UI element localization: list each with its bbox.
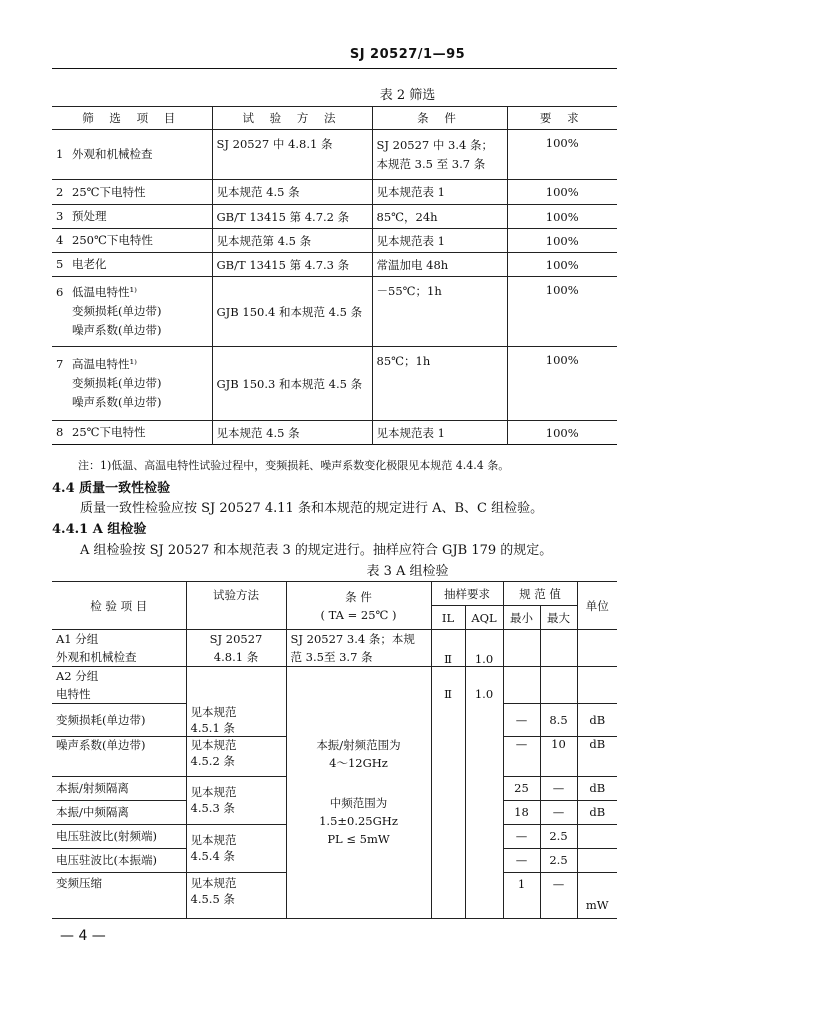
test-method: 见本规范第 4.5 条: [212, 229, 372, 253]
col-header-unit: 单位: [577, 582, 617, 630]
sub-item: 变频损耗(单边带): [72, 304, 162, 318]
item-name: 变频压缩: [52, 872, 186, 918]
test-method: GJB 150.4 和本规范 4.5 条: [212, 277, 372, 347]
min-value: —: [503, 824, 540, 848]
item-name: 电老化: [72, 257, 107, 271]
condition: 见本规范表 1: [372, 229, 507, 253]
requirement: 100%: [507, 253, 617, 277]
requirement: 100%: [507, 277, 617, 347]
table-row: [52, 277, 617, 347]
min-value: —: [503, 848, 540, 872]
test-method: 4.5.4 条: [190, 849, 235, 863]
condition: 常温加电 48h: [372, 253, 507, 277]
test-method: 见本规范: [190, 704, 237, 719]
item-name: 外观和机械检查: [72, 147, 153, 161]
sub-item: 变频损耗(单边带): [72, 376, 162, 390]
test-method: 见本规范 4.5 条: [212, 421, 372, 445]
section-4-4-text: 质量一致性检验应按 SJ 20527 4.11 条和本规范的规定进行 A、B、C 组检验。: [80, 501, 544, 516]
group-name: A1 分组: [56, 632, 99, 646]
col-header-aql: AQL: [465, 606, 503, 630]
item-name: 电压驻波比(射频端): [52, 824, 186, 848]
item-name: 25℃下电特性: [72, 425, 146, 439]
section-4-4-title: 4.4 质量一致性检验: [52, 481, 171, 496]
test-method: 见本规范: [190, 875, 237, 890]
condition-line: 中频范围为: [329, 796, 388, 811]
max-value: 10: [540, 736, 577, 776]
section-4-4-1-title: 4.4.1 A 组检验: [52, 522, 147, 537]
row-number: 1: [56, 147, 64, 161]
test-method: 4.5.3 条: [190, 801, 235, 815]
condition-line: SJ 20527 中 3.4 条；: [376, 137, 493, 152]
item-name: 本振/射频隔离: [52, 776, 186, 800]
unit: dB: [577, 736, 617, 776]
row-number: 6: [56, 285, 64, 299]
condition-line: 4～12GHz: [329, 756, 388, 771]
item-name: 噪声系数(单边带): [52, 736, 186, 776]
col-header-item: 检 验 项 目: [52, 582, 186, 630]
condition: 见本规范表 1: [372, 180, 507, 205]
item-name: 外观和机械检查: [56, 650, 137, 664]
test-method: 见本规范 4.5 条: [212, 180, 372, 205]
test-method: 见本规范: [190, 785, 237, 799]
header-rule: [52, 68, 617, 69]
condition-line: 范 3.5至 3.7 条: [290, 650, 373, 664]
item-name: 25℃下电特性: [72, 184, 146, 199]
condition: －55℃；1h: [372, 277, 507, 347]
table-row: [52, 253, 617, 277]
min-value: —: [503, 704, 540, 737]
max-value: 8.5: [540, 704, 577, 737]
table-row: [52, 205, 617, 229]
row-number: 7: [56, 357, 64, 371]
unit: [577, 824, 617, 848]
test-method: 4.8.1 条: [213, 650, 259, 664]
col-header-condition: 条 件: [372, 107, 507, 130]
row-number: 4: [56, 233, 64, 247]
item-name: 电压驻波比(本振端): [52, 848, 186, 872]
table3-header-row1: [52, 582, 617, 606]
unit: dB: [577, 776, 617, 800]
table-row: [52, 630, 617, 667]
table-row: [52, 667, 617, 704]
col-header-requirement: 要 求: [507, 107, 617, 130]
item-name: 电特性: [56, 687, 91, 701]
test-method: 4.5.1 条: [190, 720, 235, 735]
test-method: SJ 20527: [209, 632, 263, 646]
test-method: 见本规范: [190, 737, 237, 752]
test-method: GB/T 13415 第 4.7.3 条: [212, 253, 372, 277]
page-number: — 4 —: [60, 928, 106, 944]
max-value: 2.5: [540, 848, 577, 872]
col-header-method: 试 验 方 法: [212, 107, 372, 130]
test-method: SJ 20527 中 4.8.1 条: [212, 130, 372, 180]
condition-line: 本规范 3.5 至 3.7 条: [376, 156, 486, 171]
requirement: 100%: [507, 229, 617, 253]
min-value: —: [503, 736, 540, 776]
test-method: 4.5.5 条: [190, 891, 235, 906]
group-name: A2 分组: [56, 669, 99, 683]
row-number: 5: [56, 257, 64, 271]
test-method: 4.5.2 条: [190, 753, 235, 768]
condition-line: 1.5±0.25GHz: [319, 814, 398, 829]
table2-caption: 表 2 筛选: [379, 88, 436, 103]
unit: [577, 848, 617, 872]
item-name: 变频损耗(单边带): [52, 704, 186, 737]
col-header-il: IL: [431, 606, 465, 630]
condition-line: PL ≤ 5mW: [327, 832, 390, 847]
requirement: 100%: [507, 180, 617, 205]
table2-header-row: [52, 107, 617, 130]
condition-line: SJ 20527 3.4 条；本规: [290, 632, 415, 646]
row-number: 8: [56, 425, 64, 439]
condition: 见本规范表 1: [372, 421, 507, 445]
col-header-temperature: ( TA = 25℃ ): [320, 607, 397, 622]
test-method: GJB 150.3 和本规范 4.5 条: [212, 347, 372, 421]
table-row: [52, 347, 617, 421]
max-value: 2.5: [540, 824, 577, 848]
condition-line: 本振/射频范围为: [316, 738, 401, 753]
condition: 85℃，24h: [372, 205, 507, 229]
table-row: [52, 421, 617, 445]
table-row: [52, 180, 617, 205]
table3-group-a-inspection: [52, 581, 617, 919]
item-name: 本振/中频隔离: [52, 800, 186, 824]
aql-value: 1.0: [465, 667, 503, 919]
max-value: —: [540, 776, 577, 800]
test-method: GB/T 13415 第 4.7.2 条: [212, 205, 372, 229]
row-number: 2: [56, 184, 64, 199]
col-header-max: 最大: [540, 606, 577, 630]
requirement: 100%: [507, 205, 617, 229]
table3-caption: 表 3 A 组检验: [366, 564, 449, 579]
requirement: 100%: [507, 421, 617, 445]
sub-item: 噪声系数(单边带): [72, 395, 162, 409]
unit: dB: [577, 800, 617, 824]
table2-footnote: 注：1)低温、高温电特性试验过程中，变频损耗、噪声系数变化极限见本规范 4.4.4 条。: [78, 459, 510, 472]
sub-item: 噪声系数(单边带): [72, 323, 162, 337]
row-number: 3: [56, 209, 64, 223]
condition: 85℃；1h: [372, 347, 507, 421]
min-value: 18: [503, 800, 540, 824]
item-name: 250℃下电特性: [72, 233, 153, 247]
min-value: 25: [503, 776, 540, 800]
table2-screening: [52, 106, 617, 445]
aql-value: 1.0: [465, 630, 503, 667]
unit: mW: [577, 872, 617, 918]
requirement: 100%: [507, 347, 617, 421]
col-header-spec-value: 规 范 值: [503, 582, 577, 606]
item-name: 低温电特性¹⁾: [72, 285, 137, 299]
item-name: 预处理: [72, 209, 107, 223]
unit: dB: [577, 704, 617, 737]
requirement: 100%: [507, 130, 617, 180]
col-header-condition: 条 件: [345, 589, 372, 604]
section-4-4-1-text: A 组检验按 SJ 20527 和本规范表 3 的规定进行。抽样应符合 GJB 179 的规定。: [80, 543, 553, 558]
min-value: 1: [503, 872, 540, 918]
standard-number-header: SJ 20527/1—95: [349, 47, 466, 62]
item-name: 高温电特性¹⁾: [72, 357, 137, 371]
max-value: —: [540, 800, 577, 824]
col-header-min: 最小: [503, 606, 540, 630]
table-row: [52, 130, 617, 180]
table-row: [52, 229, 617, 253]
il-value: Ⅱ: [431, 667, 465, 919]
col-header-sampling: 抽样要求: [431, 582, 503, 606]
max-value: —: [540, 872, 577, 918]
a2-condition-cell: [286, 667, 431, 919]
test-method: 见本规范: [190, 833, 237, 847]
col-header-method: 试验方法: [186, 582, 286, 630]
il-value: Ⅱ: [431, 630, 465, 667]
col-header-item: 筛 选 项 目: [52, 107, 212, 130]
